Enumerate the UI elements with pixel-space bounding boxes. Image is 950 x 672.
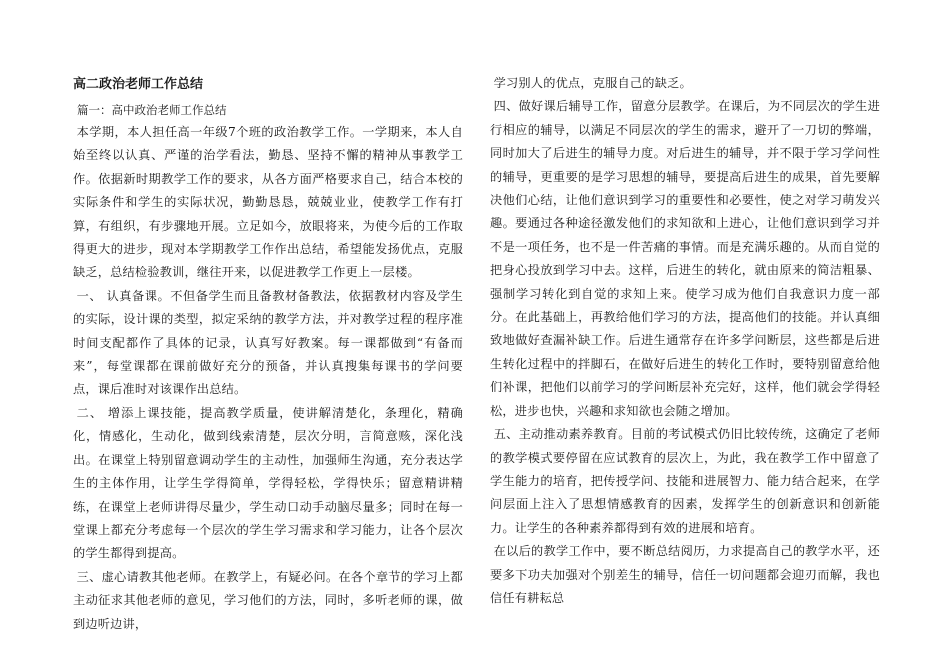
paragraph-section-5: 五、主动推动素养教育。目前的考试模式仍旧比较传统，这确定了老师的教学模式要停留在应试教育的层次上，为此，我在教学工作中留意了学生能力的培育，把传授学问、技能和进展智力、能力结合起来，在学问层面上注入了思想情感教育的因素，发挥学生的创新意识和创新能力。让学生的各种素养都得到有效的进展和培育。: [490, 427, 880, 535]
paragraph-section-4: 四、做好课后辅导工作，留意分层教学。在课后，为不同层次的学生进行相应的辅导，以满足不同层次的学生的需求，避开了一刀切的弊端，同时加大了后进生的辅导力度。对后进生的辅导，并不限于学习学问性的辅导，更重要的是学习思想的辅导，要提高后进生的成果，首先要解决他们心结，让他们意识到学习的重要性和必要性，使之对学习萌发兴趣。要通过各种途径激发他们的求知欲和上进心，让他们意识到学习并不是一项任务，也不是一件苦痛的事情。而是充满乐趣的。从而自觉的把身心投放到学习中去。这样，后进生的转化，就由原来的简洁粗暴、强制学习转化到自觉的求知上来。使学习成为他们自我意识力度一部分。在此基础上，再教给他们学习的方法，提高他们的技能。并认真细致地做好查漏补缺工作。后进生通常存在许多学问断层，这些都是后进生转化过程中的拌脚石，在做好后进生的转化工作时，要特别留意给他们补课，把他们以前学习的学问断层补充完好，这样，他们就会学得轻松，进步也快，兴趣和求知欲也会随之增加。: [490, 99, 880, 418]
left-column: [73, 72, 463, 636]
paragraph-section-2: 二、 增添上课技能，提高教学质量，使讲解清楚化，条理化，精确化，情感化，生动化，做到线索清楚，层次分明，言简意赅，深化浅出。在课堂上特别留意调动学生的主动性，加强师生沟通，充分表达学生的主体作用，让学生学得简单，学得轻松，学得快乐；留意精讲精练，在课堂上老师讲得尽量少，学生动口动手动脑尽量多；同时在每一堂课上都充分考虑每一个层次的学生学习需求和学习能力，让各个层次的学生都得到提高。: [73, 405, 463, 561]
paragraph-section-3-continued: 学习别人的优点，克服自己的缺乏。: [493, 76, 692, 90]
paragraph-section-3: 三、虚心请教其他老师。在教学上，有疑必问。在各个章节的学习上都主动征求其他老师的意见，学习他们的方法，同时，多听老师的课，做到边听边讲，: [73, 569, 463, 631]
right-column: [490, 72, 880, 610]
paragraph-closing: 在以后的教学工作中，要不断总结阅历，力求提高自己的教学水平，还要多下功夫加强对个别差生的辅导，信任一切问题都会迎刃而解，我也信任有耕耘总: [490, 544, 880, 605]
section-heading: 篇一：高中政治老师工作总结: [77, 103, 227, 117]
paragraph-intro: 本学期，本人担任高一年级7个班的政治教学工作。一学期来，本人自始至终以认真、严谨的治学看法，勤恳、坚持不懈的精神从事教学工作。依据新时期教学工作的要求，从各方面严格要求自己，结合本校的实际条件和学生的实际状况，勤勤恳恳，兢兢业业，使教学工作有打算，有组织，有步骤地开展。立足如今，放眼将来，为使今后的工作取得更大的进步，现对本学期教学工作作出总结，希望能发扬优点，克服缺乏，总结检验教训，继往开来，以促进教学工作更上一层楼。: [73, 125, 463, 280]
paragraph-section-1: 一、 认真备课。不但备学生而且备教材备教法，依据教材内容及学生的实际，设计课的类型，拟定采纳的教学方法，并对教学过程的程序准时间支配都作了具体的记录，认真写好教案。每一课都做到“有备而来”，每堂课都在课前做好充分的预备，并认真搜集每课书的学问要点，课后准时对该课作出总结。: [73, 288, 463, 397]
document-title: 高二政治老师工作总结: [73, 77, 204, 92]
